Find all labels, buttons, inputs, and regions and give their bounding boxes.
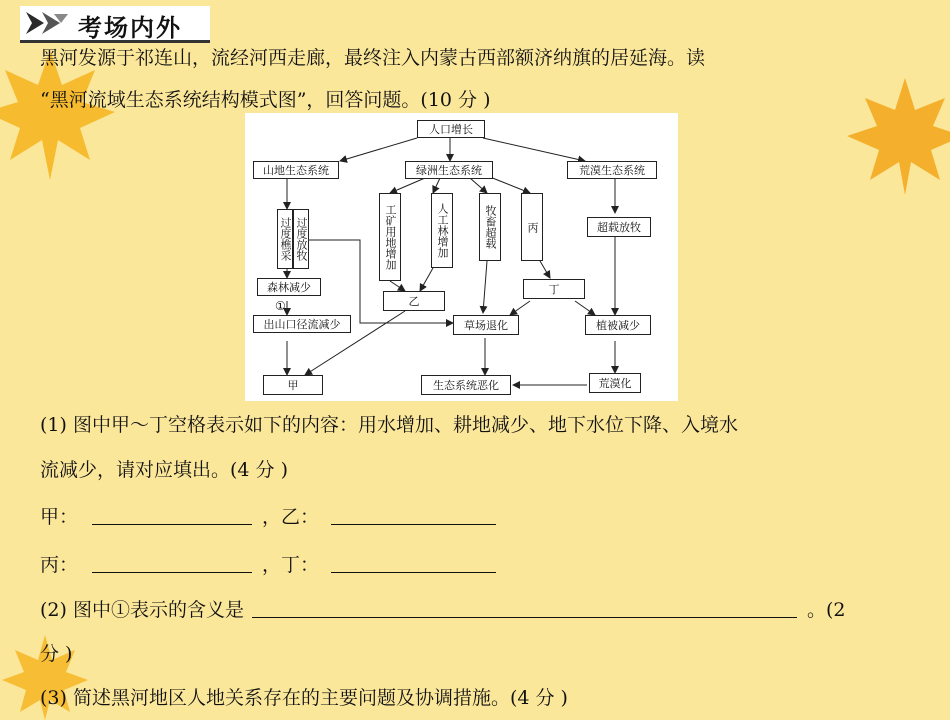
diagram-arrows (245, 113, 678, 401)
q2-line-1 (40, 590, 845, 630)
box-over-grazing-mountain: 过度放牧 (293, 209, 309, 269)
label-jia: 甲： (40, 506, 79, 528)
box-population-growth: 人口增长 (417, 120, 485, 138)
box-over-cutting: 过度樵采 (277, 209, 293, 269)
box-artificial-forest: 人工林增加 (431, 193, 453, 268)
intro-line-1: 黑河发源于祁连山，流经河西走廊，最终注入内蒙古西部额济纳旗的居延海。读 (40, 47, 706, 69)
q2-score: 。(2 (806, 599, 846, 621)
box-oasis-ecosystem: 绿洲生态系统 (405, 161, 493, 179)
q2-prompt: (2) 图中①表示的含义是 (40, 599, 244, 621)
box-mountain-ecosystem: 山地生态系统 (253, 161, 339, 179)
box-desert-ecosystem: 荒漠生态系统 (567, 161, 657, 179)
blank-q2[interactable] (252, 593, 797, 618)
blank-jia[interactable] (92, 500, 252, 525)
q2-line-2: 分 ) (40, 643, 73, 665)
section-title: 考场内外 (78, 14, 182, 42)
box-overgrazing-desert: 超载放牧 (587, 217, 651, 237)
double-arrow-logo-icon (24, 10, 70, 36)
answer-row-jia-yi (40, 497, 496, 537)
answer-row-bing-ding (40, 545, 496, 585)
box-livestock-overload: 牧畜超载 (479, 193, 501, 261)
blank-yi[interactable] (331, 500, 496, 525)
q1-line-1: (1) 图中甲～丁空格表示如下的内容：用水增加、耕地减少、地下水位下降、入境水 (40, 414, 738, 436)
box-bing-blank: 丙 (521, 193, 543, 261)
box-mining-land: 工矿用地增加 (379, 193, 401, 281)
box-ding-blank: 丁 (523, 279, 585, 299)
box-ecosystem-deterioration: 生态系统恶化 (421, 375, 511, 395)
blank-ding[interactable] (331, 548, 496, 573)
q3-line-1: (3) 简述黑河地区人地关系存在的主要问题及协调措施。(4 分 ) (40, 687, 568, 709)
box-forest-decrease: 森林减少 (257, 278, 321, 296)
box-grassland-degradation: 草场退化 (453, 315, 519, 335)
box-outflow-decrease: 出山口径流减少 (253, 315, 351, 333)
box-jia-blank: 甲 (263, 375, 323, 395)
box-vegetation-decrease: 植被减少 (585, 315, 651, 335)
circle-one-marker: ① (275, 299, 286, 313)
box-yi-blank: 乙 (383, 291, 445, 311)
ecosystem-structure-diagram (245, 113, 678, 401)
q1-line-2: 流减少，请对应填出。(4 分 ) (40, 459, 288, 481)
box-desertification: 荒漠化 (589, 373, 641, 393)
blank-bing[interactable] (92, 548, 252, 573)
intro-line-2: “黑河流域生态系统结构模式图”，回答问题。(10 分 ) (40, 89, 491, 111)
label-yi: ，乙： (262, 506, 320, 528)
label-bing: 丙： (40, 554, 79, 576)
label-ding: ，丁： (262, 554, 320, 576)
